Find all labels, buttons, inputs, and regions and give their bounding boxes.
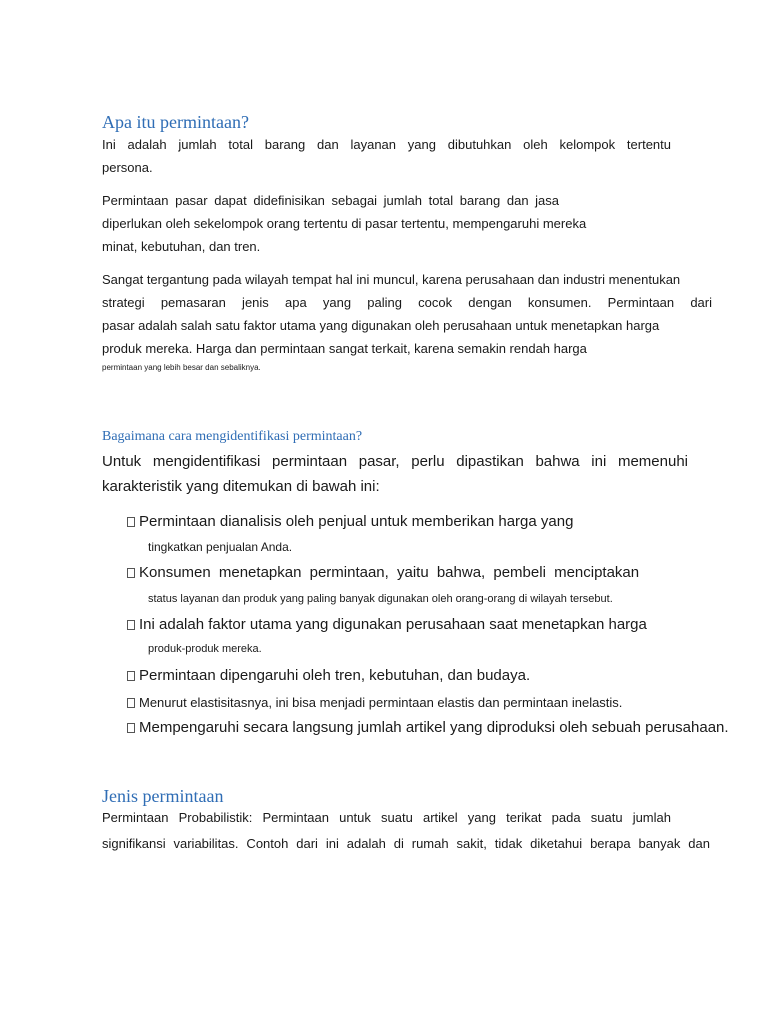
list-item-continuation: status layanan dan produk yang paling banyak digunakan oleh orang-orang di wilayah tersebut. bbox=[148, 593, 613, 605]
heading-apa-itu-permintaan: Apa itu permintaan? bbox=[102, 112, 249, 132]
paragraph-line: Sangat tergantung pada wilayah tempat hal ini muncul, karena perusahaan dan industri menentukan bbox=[102, 272, 681, 287]
list-item bbox=[127, 564, 639, 582]
paragraph-line: pasar adalah salah satu faktor utama yang digunakan oleh perusahaan untuk menetapkan harga bbox=[102, 318, 660, 333]
heading-jenis-permintaan: Jenis permintaan bbox=[102, 786, 224, 806]
list-item bbox=[127, 513, 573, 531]
bullet-box-icon bbox=[127, 568, 135, 578]
list-item-text: Permintaan dianalisis oleh penjual untuk memberikan harga yang bbox=[139, 513, 574, 530]
heading-cara-mengidentifikasi: Bagaimana cara mengidentifikasi permintaan? bbox=[102, 429, 363, 444]
paragraph-line: Ini adalah jumlah total barang dan layanan yang dibutuhkan oleh kelompok tertentu bbox=[102, 137, 671, 152]
bullet-box-icon bbox=[127, 620, 135, 630]
list-item bbox=[127, 695, 622, 711]
list-item-text: Permintaan dipengaruhi oleh tren, kebutuhan, dan budaya. bbox=[139, 667, 531, 684]
paragraph-line: Untuk mengidentifikasi permintaan pasar, perlu dipastikan bahwa ini memenuhi bbox=[102, 453, 688, 470]
list-item-text: Konsumen menetapkan permintaan, yaitu bahwa, pembeli menciptakan bbox=[139, 564, 640, 581]
paragraph-line: Permintaan pasar dapat didefinisikan sebagai jumlah total barang dan jasa bbox=[102, 193, 560, 208]
list-item-continuation: produk-produk mereka. bbox=[148, 643, 262, 655]
paragraph-line: Permintaan Probabilistik: Permintaan untuk suatu artikel yang terikat pada suatu jumlah bbox=[102, 810, 671, 825]
paragraph-line: signifikansi variabilitas. Contoh dari ini adalah di rumah sakit, tidak diketahui berapa banyak dan bbox=[102, 836, 710, 851]
bullet-box-icon bbox=[127, 517, 135, 527]
list-item-text: Ini adalah faktor utama yang digunakan perusahaan saat menetapkan harga bbox=[139, 616, 647, 633]
list-item bbox=[127, 616, 647, 634]
paragraph-line: diperlukan oleh sekelompok orang tertentu di pasar tertentu, mempengaruhi mereka bbox=[102, 216, 587, 231]
list-item-text: Menurut elastisitasnya, ini bisa menjadi permintaan elastis dan permintaan inelastis. bbox=[139, 695, 623, 710]
bullet-box-icon bbox=[127, 698, 135, 708]
paragraph-line: minat, kebutuhan, dan tren. bbox=[102, 239, 261, 254]
paragraph-line: strategi pemasaran jenis apa yang paling cocok dengan konsumen. Permintaan dari bbox=[102, 295, 712, 310]
bullet-box-icon bbox=[127, 671, 135, 681]
bullet-box-icon bbox=[127, 723, 135, 733]
list-item-text: Mempengaruhi secara langsung jumlah artikel yang diproduksi oleh sebuah perusahaan. bbox=[139, 719, 729, 736]
paragraph-line: karakteristik yang ditemukan di bawah ini: bbox=[102, 478, 380, 495]
paragraph-line: permintaan yang lebih besar dan sebaliknya. bbox=[102, 363, 261, 372]
paragraph-line: persona. bbox=[102, 160, 153, 175]
list-item bbox=[127, 719, 729, 737]
list-item bbox=[127, 667, 530, 685]
paragraph-line: produk mereka. Harga dan permintaan sangat terkait, karena semakin rendah harga bbox=[102, 341, 587, 356]
list-item-continuation: tingkatkan penjualan Anda. bbox=[148, 540, 293, 554]
